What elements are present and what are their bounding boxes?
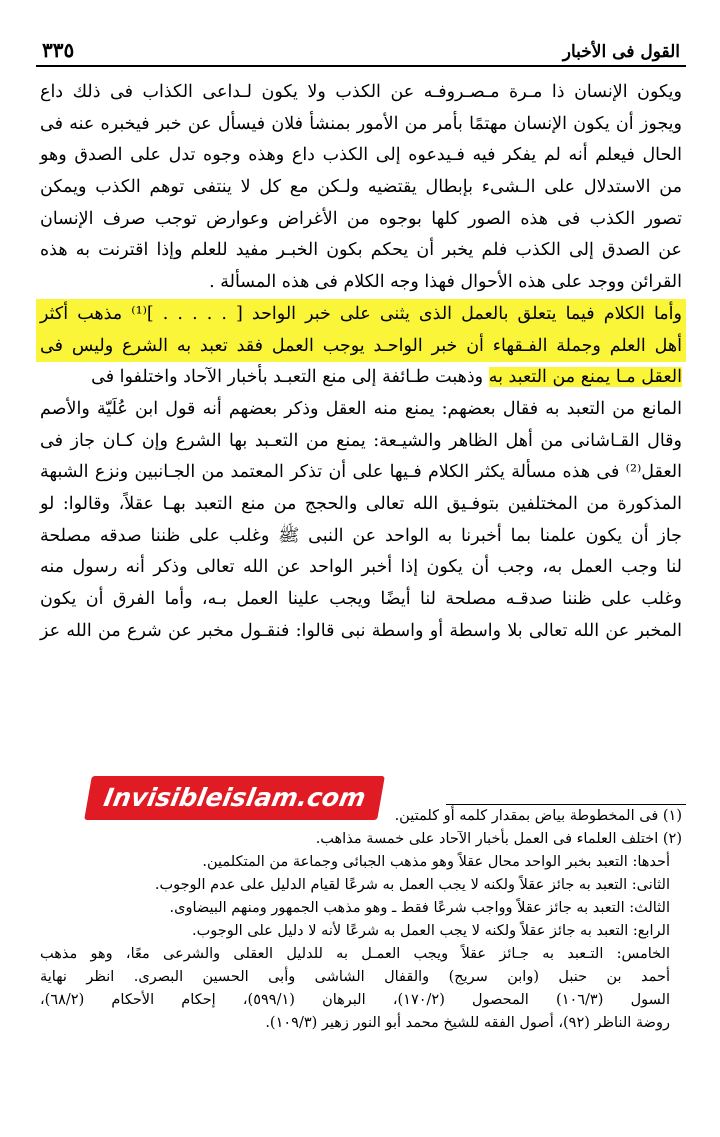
main-text — [36, 77, 686, 647]
text-line: المذكورة من المختلفين بتوفـيق الله تعالى والحجج من منع التعبد بهـا عقلاً، وقالوا: لو — [40, 493, 682, 514]
text-line: ويجوز أن يكون الإنسان مهتمًا بأمر من الأمور بمنشأ فلان فيسأل عن خبر فيخبره عنه فى — [40, 113, 682, 134]
footnote-line: الثانى: التعبد به جائز عقلاً ولكنه لا يجب العمل به شرعًا لقيام الدليل على عدم الوجوب. — [154, 877, 670, 893]
footnote-line: السول (١٠٦/٣) المحصول (١٧٠/٢)، البرهان (٥٩٩/١)، إحكام الأحكام (٦٨/٢)، — [40, 992, 670, 1008]
text-line-mixed — [36, 362, 686, 394]
footnote-line: (١) فى المخطوطة بياض بمقدار كلمه أو كلمتين. — [394, 808, 682, 824]
text-line: تصور الكذب فى هذه الصور كلها بوجوه من الأغراض وعوارض توجب صرف الإنسان — [40, 208, 682, 229]
footnote-line: روضة الناظر (٩٢)، أصول الفقه للشيخ محمد أبو النور زهير (١٠٩/٣). — [265, 1015, 670, 1031]
text-line: ويكون الإنسان ذا مـرة مـصـروفـه عن الكذب ولا يكون لـداعى الكذاب فى ذلك داع — [40, 82, 682, 102]
footnotes — [36, 804, 686, 1035]
footnote-line: أحمد بن حنبل (وابن سريج) والقفال الشاشى وأبى الحسين البصرى. انظر نهاية — [40, 969, 670, 985]
footnote-line: الخامس: التـعبد به جـائز عقلاً ويجب العمـل به للدليل العقلى والشرعى معًا، وهو مذهب — [40, 946, 670, 962]
text-line: الحال فيعلم أنه لم يفكر فيه فـيدعوه إلى الكذب داع وهذه وجوه تدل على الصدق وهو — [40, 145, 682, 166]
text-line: المخبر عن الله تعالى بلا واسطة أو واسطة نبى قالوا: فنقـول مخبر عن شرع من الله عز — [40, 620, 682, 641]
running-title: القول فى الأخبار — [562, 42, 680, 62]
text-line: القرائن ووجد على هذه الأحوال فهذا وجه الكلام فى هذه المسألة . — [209, 272, 682, 293]
text-line: من الاستدلال على الـشىء بإبطال يقتضيه ولـكن مع كل لا ينتفى توهم الكذب ويمكن — [40, 177, 682, 198]
page-number: ٣٣٥ — [42, 38, 75, 62]
text-line: عن الصدق إلى الكذب فلم يخبر أن يحكم بكون الخبـر مفيد للعلم وإذا اقترنت به هذه — [40, 240, 682, 261]
text-line: وقال القـاشانى من أهل الظاهر والشيـعة: يمنع من التعـبد بها الشرع وإن كـان جاز فى — [40, 430, 682, 451]
highlighted-line: أهل العلم وجملة الفـقهاء أن خبر الواحـد يوجب العمل فقد تعبد به الشرع وليس فى — [36, 331, 686, 363]
text-segment: وذهبت طـائفة إلى منع التعبـد بأخبار الآحاد واختلفوا فى — [91, 367, 484, 388]
footnote-line: (٢) اختلف العلماء فى العمل بأخبار الآحاد على خمسة مذاهب. — [315, 831, 682, 847]
highlighted-segment: العقل مـا يمنع من التعبد به — [488, 367, 682, 388]
text-line: لنا وجب العمل به، وجب أن يكون إذا أخبر الواحد عن الله تعالى وذكر أنه رسول منه — [40, 557, 682, 578]
text-line: وغلب على ظننا صدقـه مصلحة لنا أيضًا ويجب علينا العمل بـه، وأما الفرق أن يكون — [40, 589, 682, 609]
highlighted-line: وأما الكلام فيما يتعلق بالعمل الذى يثنى على خبر الواحد [ . . . . . ]⁽¹⁾ مذهب أكثر — [36, 299, 686, 331]
book-page — [36, 28, 686, 1118]
footnote-line: الرابع: التعبد به جائز عقلاً ولكنه لا يجب العمل به شرعًا لأنه لا دليل على الوجوب. — [191, 923, 670, 939]
watermark-logo: Invisibleislam.com — [84, 776, 385, 820]
text-line: العقل⁽²⁾ فى هذه مسألة يكثر الكلام فـيها على أن تذكر المعتمد من الجـانبين ونزع الشبهة — [40, 462, 682, 483]
page-header — [36, 28, 686, 67]
footnote-line: أحدها: التعبد بخبر الواحد محال عقلاً وهو مذهب الجبائى وجماعة من المتكلمين. — [202, 854, 670, 870]
text-line: المانع من التعبد به فقال بعضهم: يمنع منه العقل وذكر بعضهم أنه قول ابن عُلَيّة والأصم — [40, 398, 682, 419]
text-line: جاز أن يكون علمنا بما أخبرنا به الواحد عن النبى ﷺ وغلب على ظننا صدقه مصلحة — [40, 525, 682, 546]
footnote-line: الثالث: التعبد به جائز عقلاً وواجب شرعًا فقط ـ وهو مذهب الجمهور ومنهم البيضاوى. — [169, 900, 670, 916]
watermark-band — [88, 776, 424, 820]
